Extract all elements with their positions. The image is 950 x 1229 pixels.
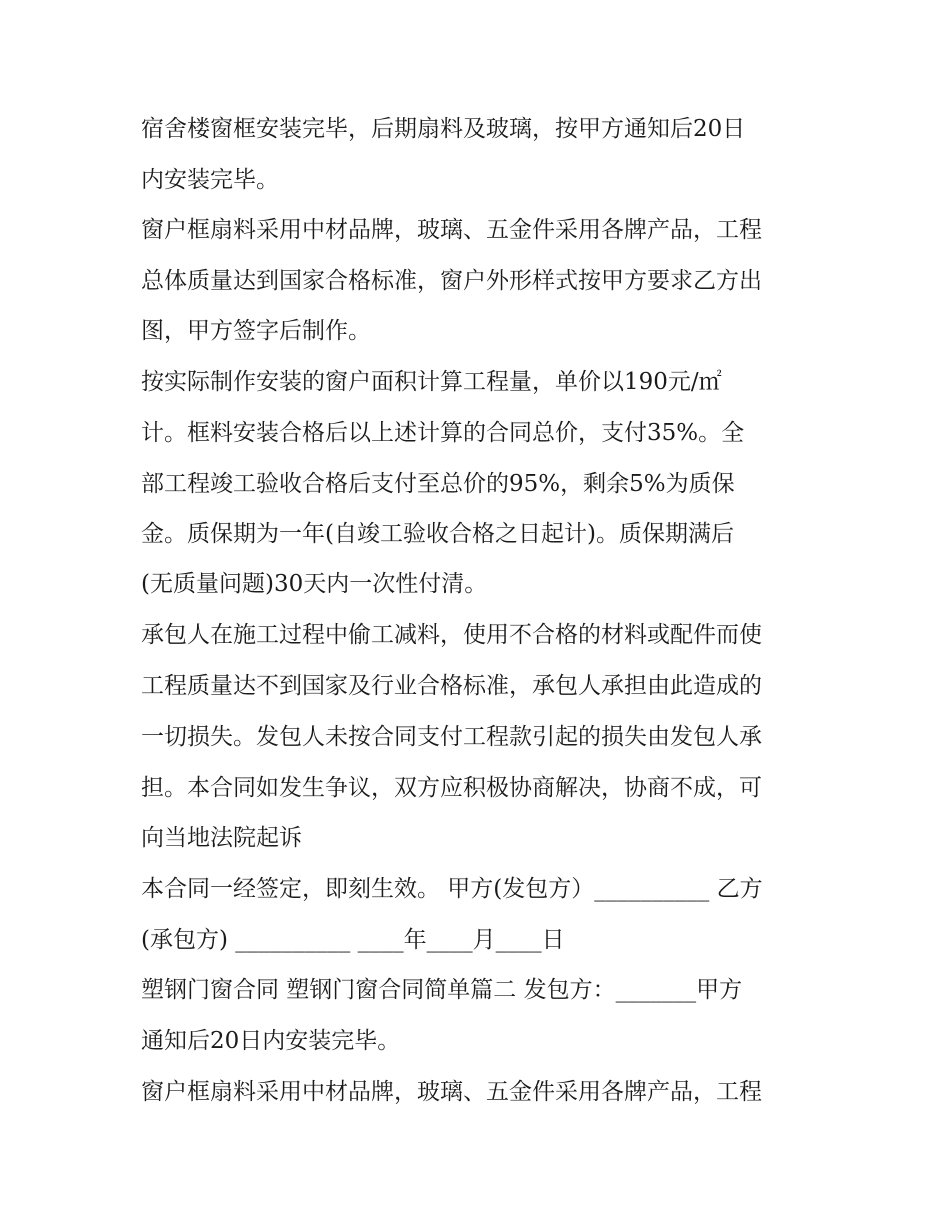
text-line: 通知后20日内安装完毕。	[141, 1028, 401, 1054]
text-line: 内安装完毕。	[141, 167, 279, 193]
text-line: 向当地法院起诉	[141, 825, 302, 851]
text-line: 承包人在施工过程中偷工减料，使用不合格的材料或配件而使	[141, 622, 762, 648]
text-line: 部工程竣工验收合格后支付至总价的95%，剩余5%为质保	[141, 471, 735, 497]
text-line: 金。质保期为一年(自竣工验收合格之日起计)。质保期满后	[141, 521, 734, 547]
text-line: 图，甲方签字后制作。	[141, 318, 371, 344]
text-line: 计。框料安装合格后以上述计算的合同总价，支付35%。全	[141, 420, 745, 446]
text-line: 一切损失。发包人未按合同支付工程款引起的损失由发包人承	[141, 724, 762, 750]
text-line: (无质量问题)30天内一次性付清。	[141, 571, 488, 597]
text-line: (承包方) __________ ____年____月____日	[141, 927, 565, 953]
text-line: 宿舍楼窗框安装完毕，后期扇料及玻璃，按甲方通知后20日	[141, 116, 746, 142]
text-line: 窗户框扇料采用中材品牌，玻璃、五金件采用各牌产品，工程	[141, 1079, 762, 1105]
text-line: 总体质量达到国家合格标准，窗户外形样式按甲方要求乙方出	[141, 268, 762, 294]
text-line: 按实际制作安装的窗户面积计算工程量，单价以190元/㎡	[141, 369, 722, 395]
text-line: 工程质量达不到国家及行业合格标准，承包人承担由此造成的	[141, 673, 762, 699]
text-line: 担。本合同如发生争议，双方应积极协商解决，协商不成，可	[141, 775, 762, 801]
text-line: 塑钢门窗合同 塑钢门窗合同简单篇二 发包方：_______甲方	[141, 977, 743, 1003]
text-line: 窗户框扇料采用中材品牌，玻璃、五金件采用各牌产品，工程	[141, 217, 762, 243]
text-line: 本合同一经签定，即刻生效。 甲方(发包方）__________ 乙方	[141, 876, 763, 902]
